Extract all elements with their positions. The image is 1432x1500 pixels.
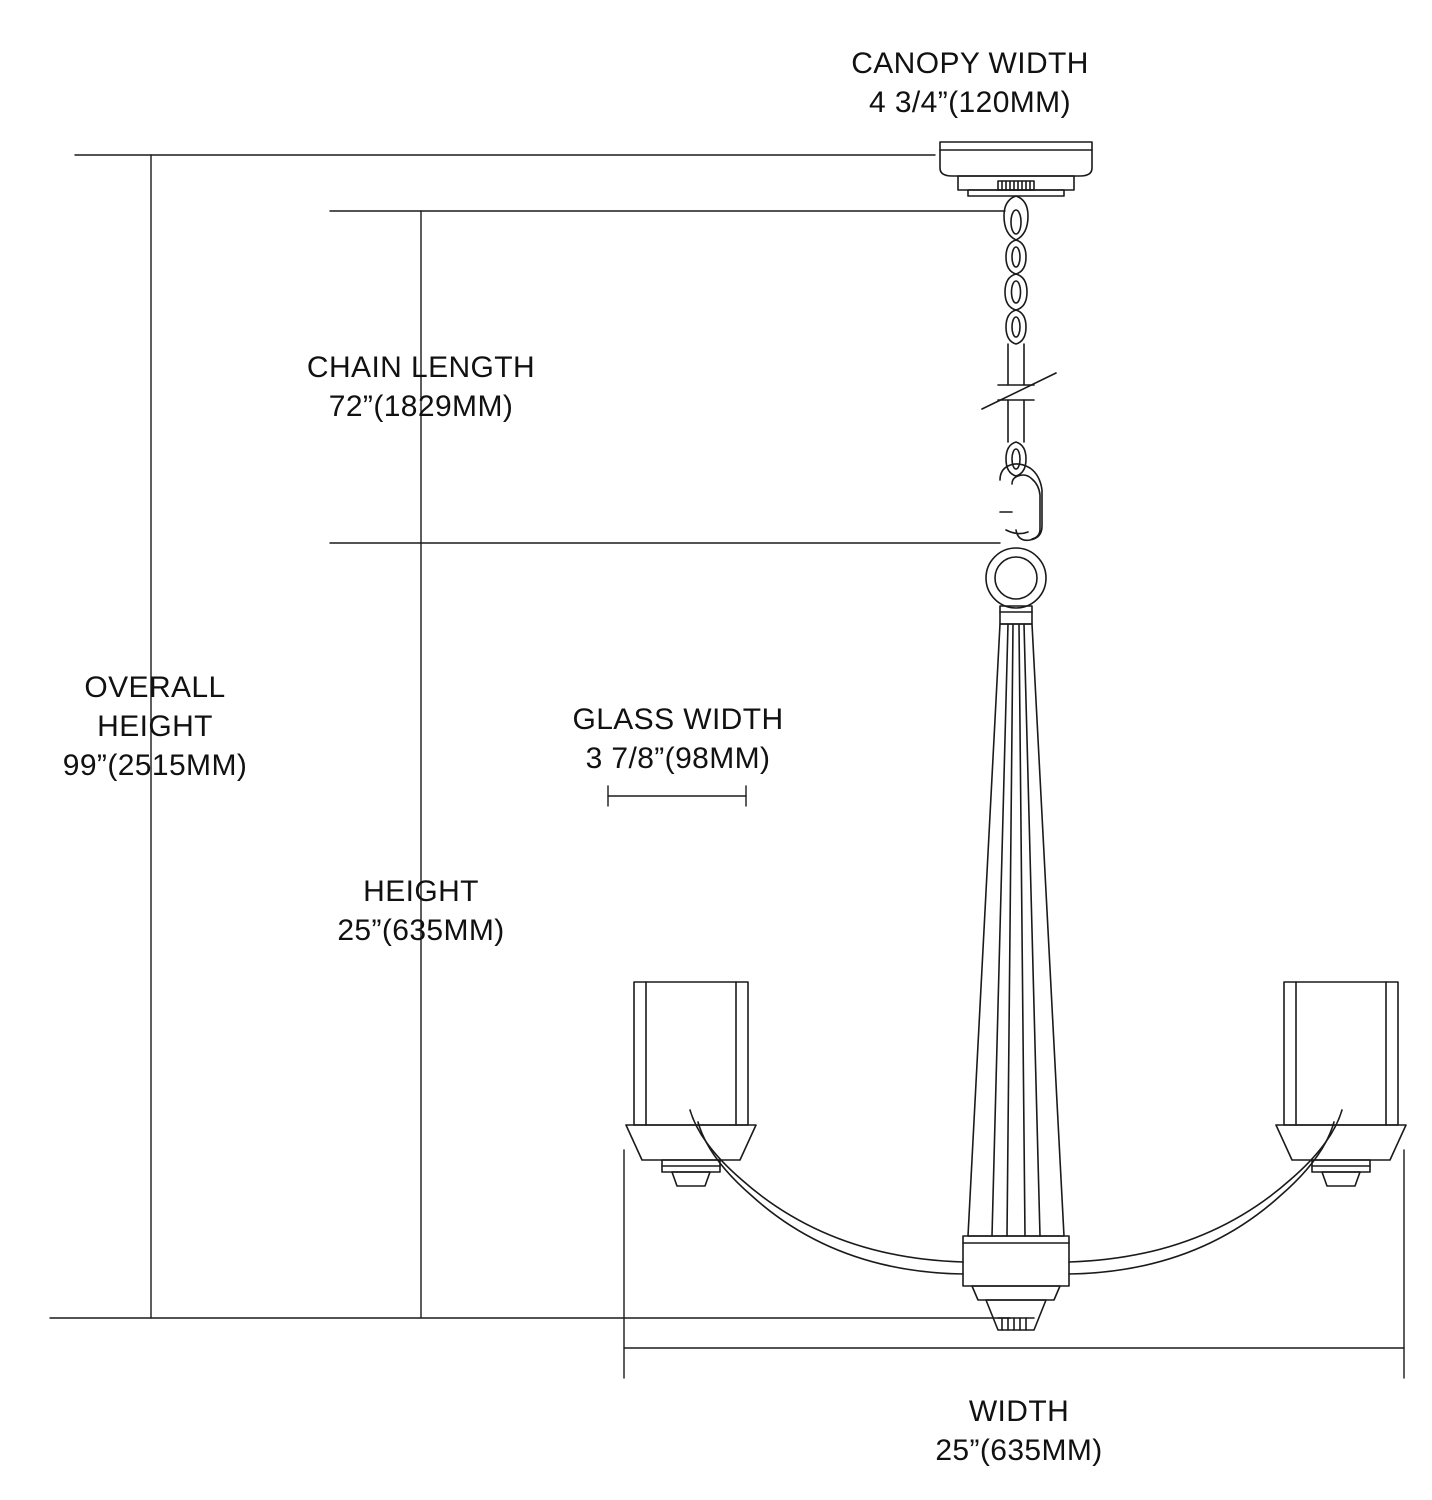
chain-length-value: 72”(1829MM)	[328, 390, 514, 423]
ring	[986, 548, 1046, 608]
chain	[982, 196, 1056, 476]
height-label	[216, 872, 626, 950]
column	[968, 624, 1064, 1236]
overall-height-title-2: HEIGHT	[97, 710, 213, 743]
hook	[1000, 464, 1042, 540]
shade-right	[1276, 982, 1406, 1186]
chain-length-title: CHAIN LENGTH	[306, 351, 536, 384]
glass-width-label	[473, 700, 883, 778]
center-hub	[963, 1236, 1069, 1330]
canopy-width-title: CANOPY WIDTH	[851, 47, 1089, 80]
overall-height-value: 99”(2515MM)	[62, 749, 248, 782]
glass-width-title: GLASS WIDTH	[572, 703, 784, 736]
shade-left	[626, 982, 756, 1186]
overall-height-label	[0, 668, 310, 785]
width-value: 25”(635MM)	[935, 1434, 1103, 1467]
overall-height-title: OVERALL	[84, 671, 226, 704]
canopy-width-label	[760, 44, 1180, 122]
glass-width-value: 3 7/8”(98MM)	[585, 742, 771, 775]
arm-left	[690, 1110, 963, 1274]
chain-length-label	[206, 348, 636, 426]
canopy	[940, 142, 1092, 196]
canopy-width-value: 4 3/4”(120MM)	[869, 86, 1071, 119]
width-title: WIDTH	[968, 1395, 1070, 1428]
height-title: HEIGHT	[363, 875, 479, 908]
height-value: 25”(635MM)	[337, 914, 505, 947]
width-label	[814, 1392, 1224, 1470]
arm-right	[1069, 1110, 1342, 1274]
